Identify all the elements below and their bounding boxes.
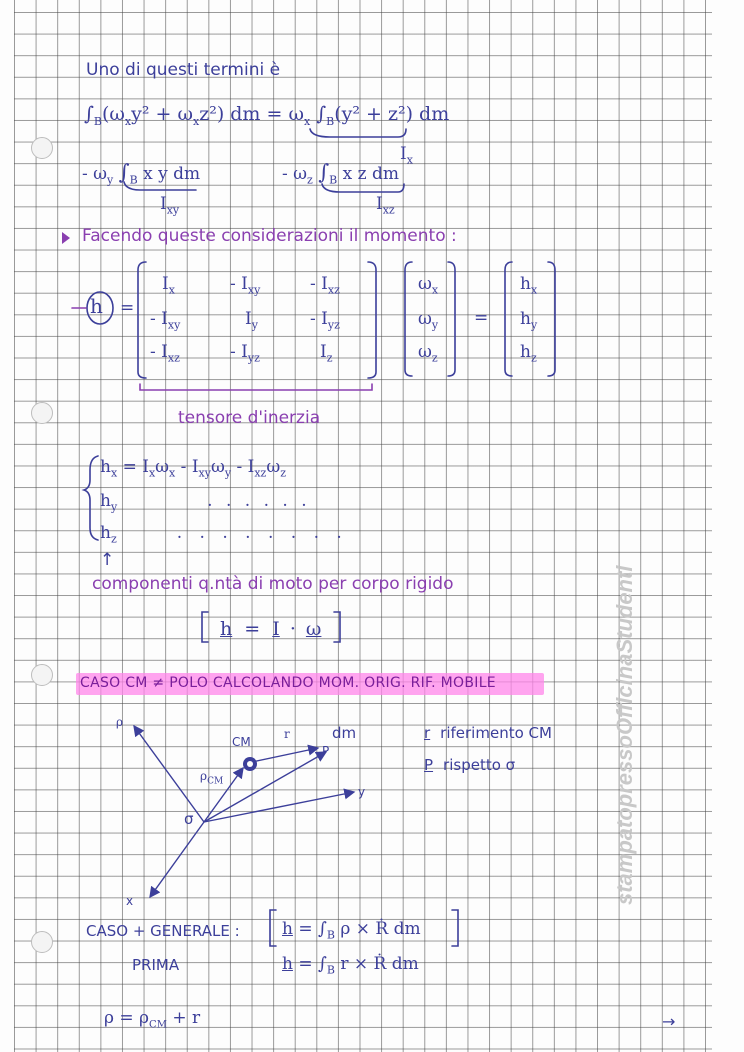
matrix-right-bracket [368,262,376,378]
omega-right-bracket [448,262,455,376]
tensor-label: tensore d'inerzia [178,408,321,428]
omega-left-bracket [405,262,412,376]
h-circle [87,292,113,324]
underbrace-ixy [124,182,196,190]
diagram-label-dm: dm [332,724,357,742]
matrix-cell-22: $I_y$ [245,309,258,332]
underbrace-ixz [322,184,404,192]
matrix-cell-21: - $I_{xy}$ [150,309,181,332]
rho-decomposition: $\rho = \rho_{CM} + r$ [104,1008,201,1031]
system-row-3: $h_z$ . . . . . . . . [100,523,348,546]
h-y: $h_y$ [520,309,538,332]
diagram-label-p: P [322,744,330,758]
legend-p: P rispetto σ [424,756,516,774]
diagram-label-origin: σ [184,810,194,828]
rho-p-vector [204,752,326,822]
equals-sign-2: = [474,308,489,328]
diagram-label-y: y [358,785,366,799]
general-formula: $h = \int_B$ ρ × Ṙ dm [282,919,421,942]
equals-sign: = [120,298,135,318]
boxed-formula: h = I · ω [220,618,322,640]
general-right-bracket [452,910,458,946]
heading-line: Uno di questi termini è [86,60,281,80]
matrix-cell-12: - $I_{xy}$ [230,274,261,297]
integral-row-2a: - $\omega_y$ $\int_B$ x y dm [82,160,201,187]
momentum-intro: Facendo queste considerazioni il momento : [82,226,457,246]
prima-formula: $h = \int_B$ r × Ṙ dm [282,954,419,977]
diagram-label-rhocm: $\rho_{CM}$ [200,769,224,787]
case-heading: CASO CM ≠ POLO CALCOLANDO MOM. ORIG. RIF. MOBILE [80,675,496,691]
h-z: $h_z$ [520,342,537,365]
matrix-cell-31: - $I_{xz}$ [150,342,180,365]
general-left-bracket [270,910,276,946]
axis-x-vector [150,822,204,897]
ixz-label: $I_{xz}$ [376,194,395,217]
watermark: stampatopressoOfficinaStudenti [612,565,637,905]
box-right-bracket [334,612,340,642]
system-row-2: $h_y$ . . . . . . [100,491,311,514]
axis-rho-vector [134,726,204,822]
r-vector [252,748,318,762]
up-arrow-icon: ↑ [100,550,115,570]
omega-z: $\omega_z$ [418,342,438,365]
matrix-cell-13: - $I_{xz}$ [310,274,340,297]
rigid-body-caption: componenti q.ntà di moto per corpo rigido [92,574,454,594]
h-vector-symbol: h [90,294,103,318]
hvec-left-bracket [505,262,512,376]
matrix-cell-32: - $I_{yz}$ [230,342,260,365]
matrix-cell-33: $I_z$ [320,342,333,365]
rho-cm-vector [204,768,243,822]
arrow-right-icon: → [662,1012,676,1031]
general-case-label: CASO + GENERALE : [86,922,240,940]
ix-label: $I_x$ [400,144,413,167]
matrix-left-bracket [138,262,146,378]
ixy-label: $I_{xy}$ [160,194,180,217]
matrix-cell-23: - $I_{yz}$ [310,309,340,332]
axis-y-vector [204,792,354,822]
omega-y: $\omega_y$ [418,309,439,332]
integral-row-2b: - $\omega_z$ $\int_B$ x z dm [282,160,400,187]
tensor-underbrace [140,384,372,390]
hvec-right-bracket [548,262,555,376]
matrix-cell-11: $I_x$ [162,274,175,297]
box-left-bracket [202,612,208,642]
diagram-label-cm: CM [232,735,251,749]
underbrace-ix [310,129,406,137]
integral-row-1: $\int_B(\omega_xy^2 + \omega_xz^2)$ dm = $\omega_x$ $\int_B(y^2 + z^2)$ dm [84,103,450,128]
system-row-1: $h_x = I_x\omega_x - I_{xy}\omega_y - I_{xz}\omega_z$ [100,457,287,480]
omega-x: $\omega_x$ [418,274,439,297]
diagram-label-rho: ρ [116,715,124,729]
legend-r: r riferimento CM [424,724,552,742]
system-brace [84,456,98,540]
diagram-label-r: r [284,727,290,741]
h-x: $h_x$ [520,274,538,297]
diagram-label-x: x [126,894,134,908]
prima-label: PRIMA [132,956,180,974]
